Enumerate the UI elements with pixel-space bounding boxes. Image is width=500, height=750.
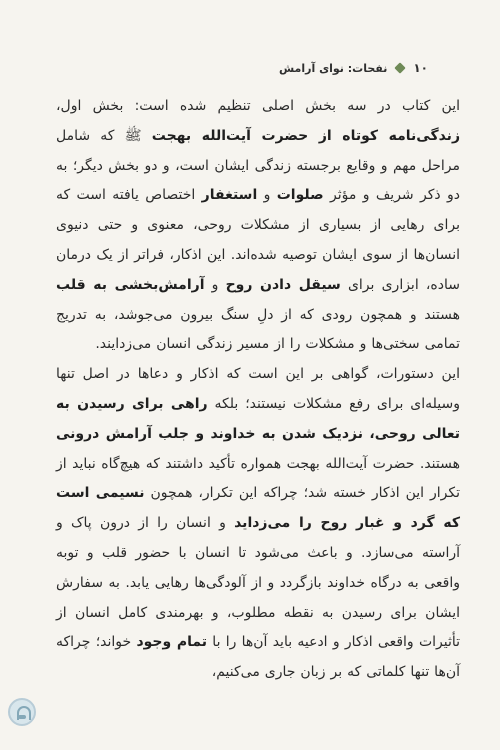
paragraph-1-segment-9: و xyxy=(204,276,226,293)
paragraph-1-segment-7: اختصاص یافته است که برای رهایی از بسیاری از مشکلات روحی، معنوی و حتی دنیوی انسان‌ها از سوی ایشان توصیه شده‌اند. این اذکار، فراتر از یک درمان ساده، ابزاری برای xyxy=(56,187,460,293)
paragraph-1-segment-11: هستند و همچون رودی که از دلِ سنگ بیرون می‌جوشد، به تدریج تمامی سختی‌ها و مشکلات را از مسیر زندگی انسان می‌زدایند. xyxy=(56,306,460,353)
leaf-diamond-icon xyxy=(395,63,405,73)
paragraph-2-segment-6: تمام وجود xyxy=(136,634,208,651)
paragraph-1-segment-8: سیقل دادن روح xyxy=(225,276,341,293)
paragraph-1 xyxy=(56,92,460,360)
paragraph-2-segment-2: راهی برای رسیدن به تعالی روحی، نزدیک شدن به خداوند و جلب آرامش درونی xyxy=(56,395,460,442)
page-header xyxy=(40,58,428,78)
paragraph-2-segment-7: خواند؛ چراکه آن‌ها تنها کلماتی که بر زبان جاری می‌کنیم، xyxy=(56,634,460,681)
paragraph-2 xyxy=(56,360,460,688)
paragraph-2-segment-3: هستند. حضرت آیت‌الله بهجت همواره تأکید داشتند که هیچ‌گاه نباید از تکرار این اذکار خسته شد؛ چراکه این تکرار، همچون xyxy=(56,455,460,502)
watermark-icon xyxy=(8,698,36,726)
paragraph-1-segment-3: ﷺ که شامل مراحل مهم و وقایع برجسته زندگی ایشان است، و دو بخش دیگر؛ به دو ذکر شریف و مؤثر xyxy=(56,127,460,204)
paragraph-1-segment-2: زندگی‌نامه کوتاه از حضرت آیت‌الله بهجت xyxy=(151,127,461,144)
paragraph-1-segment-4: صلوات xyxy=(276,187,324,204)
main-text xyxy=(56,92,460,688)
paragraph-2-segment-5: و انسان را از درون پاک و آراسته می‌سازد. و باعث می‌شود تا انسان با حضور قلب و توبه واقعی به درگاه خداوند بازگردد و از آلودگی‌ها رهایی یابد. به سفارش ایشان برای رسیدن به نقطه مطلوب، و بهرمندی کامل انسان از تأثیرات واقعی اذکار و ادعیه باید آن‌ها را با xyxy=(56,515,461,651)
paragraph-1-segment-10: آرامش‌بخشی به قلب xyxy=(56,276,205,293)
paragraph-2-segment-1: این دستورات، گواهی بر این است که اذکار و دعاها در اصل تنها وسیله‌ای برای رفع مشکلات نیستند؛ بلکه xyxy=(56,366,460,412)
paragraph-2-segment-4: نسیمی است که گرد و غبار روح را می‌زداید xyxy=(56,485,460,532)
paragraph-1-segment-6: استغفار xyxy=(201,187,258,204)
page-number: ۱۰ xyxy=(413,61,428,75)
paragraph-1-segment-5: و xyxy=(257,187,277,204)
paragraph-1-segment-1: این کتاب در سه بخش اصلی تنظیم شده است: بخش اول، xyxy=(56,98,460,114)
running-title: نفحات: نوای آرامش xyxy=(279,61,388,75)
